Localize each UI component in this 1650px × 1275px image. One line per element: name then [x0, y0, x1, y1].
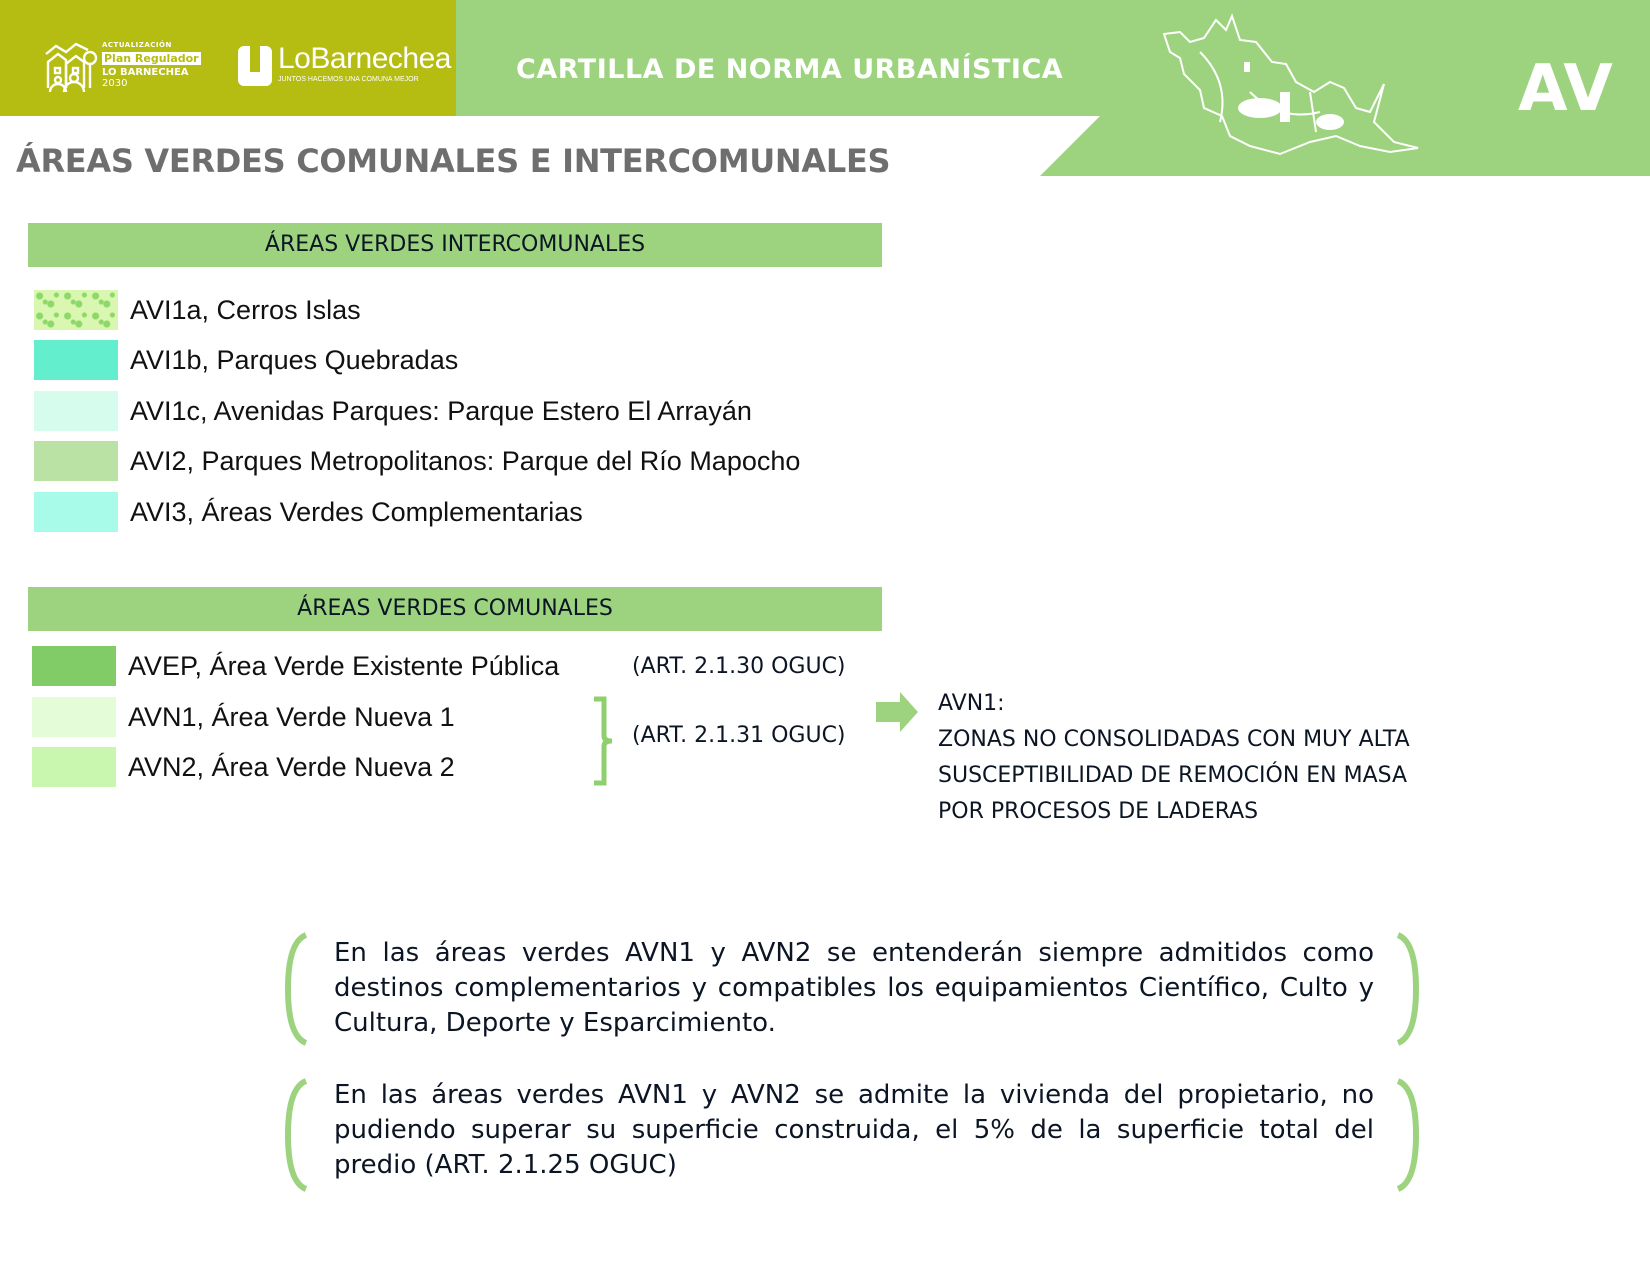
- art-avep: (ART. 2.1.30 OGUC): [632, 654, 846, 679]
- lb-logo-name: LoBarnechea: [278, 42, 451, 75]
- legend-label: AVN2, Área Verde Nueva 2: [128, 751, 455, 782]
- swatch-avn2: [32, 747, 116, 787]
- plan-logo-line2: Plan Regulador: [104, 52, 199, 65]
- section-heading-intercomunales: ÁREAS VERDES INTERCOMUNALES: [28, 223, 882, 267]
- legend-label: AVEP, Área Verde Existente Pública: [128, 650, 560, 681]
- swatch-avi2: [34, 441, 118, 481]
- swatch-avn1: [32, 697, 116, 737]
- avn1-note-title: AVN1:: [938, 691, 1005, 716]
- legend-item-avi1c: [34, 391, 752, 431]
- plan-logo-line1: ACTUALIZACIÓN: [102, 41, 172, 49]
- right-brace-icon: [592, 696, 614, 786]
- swatch-avi3: [34, 492, 118, 532]
- header-title: CARTILLA DE NORMA URBANÍSTICA: [516, 54, 1064, 85]
- legend-label: AVI1b, Parques Quebradas: [130, 344, 459, 375]
- avn1-note: [938, 686, 1410, 830]
- right-paren-icon: [1394, 932, 1420, 1046]
- page-title: ÁREAS VERDES COMUNALES E INTERCOMUNALES: [16, 142, 891, 180]
- legend-label: AVN1, Área Verde Nueva 1: [128, 701, 455, 732]
- paragraph-vivienda: En las áreas verdes AVN1 y AVN2 se admite la vivienda del propietario, no pudiendo superar su superficie construida, el 5% de la superficie total del predio (ART. 2.1.25 OGUC): [334, 1080, 1374, 1180]
- plan-logo-line4: 2030: [102, 78, 128, 89]
- lb-logo-slogan: JUNTOS HACEMOS UNA COMUNA MEJOR: [278, 76, 419, 83]
- section-code: AV: [1518, 52, 1613, 126]
- paragraph-equipamientos: En las áreas verdes AVN1 y AVN2 se entenderán siempre admitidos como destinos complementarios y compatibles los equipamientos Científico, Culto y Cultura, Deporte y Esparcimiento.: [334, 938, 1374, 1038]
- legend-item-avi3: [34, 492, 583, 532]
- legend-item-avi2: [34, 441, 800, 481]
- swatch-avi1b: [34, 340, 118, 380]
- header-slant: [1040, 116, 1100, 176]
- section-heading-comunales: ÁREAS VERDES COMUNALES: [28, 587, 882, 631]
- right-paren-icon: [1394, 1078, 1420, 1192]
- commune-map-icon: [1160, 12, 1420, 162]
- legend-label: AVI1a, Cerros Islas: [130, 294, 361, 325]
- swatch-avi1c: [34, 391, 118, 431]
- art-avn: (ART. 2.1.31 OGUC): [632, 723, 846, 748]
- legend-item-avn2: [32, 747, 455, 787]
- swatch-avi1a: [34, 290, 118, 330]
- avn1-note-line: ZONAS NO CONSOLIDADAS CON MUY ALTA: [938, 727, 1410, 752]
- lb-mark-icon: [238, 46, 272, 86]
- left-paren-icon: [284, 932, 310, 1046]
- swatch-avep: [32, 646, 116, 686]
- legend-item-avep: [32, 646, 559, 686]
- legend-label: AVI1c, Avenidas Parques: Parque Estero El Arrayán: [130, 395, 752, 426]
- avn1-note-line: SUSCEPTIBILIDAD DE REMOCIÓN EN MASA: [938, 763, 1408, 788]
- houses-icon: [44, 38, 100, 92]
- plan-regulador-logo: [44, 38, 204, 94]
- avn1-note-line: POR PROCESOS DE LADERAS: [938, 799, 1259, 824]
- legend-label: AVI3, Áreas Verdes Complementarias: [130, 496, 583, 527]
- arrow-right-icon: [876, 692, 918, 732]
- legend-item-avi1a: [34, 290, 361, 330]
- plan-logo-line3: LO BARNECHEA: [102, 67, 189, 78]
- legend-item-avi1b: [34, 340, 458, 380]
- left-paren-icon: [284, 1078, 310, 1192]
- legend-label: AVI2, Parques Metropolitanos: Parque del Río Mapocho: [130, 445, 801, 476]
- legend-item-avn1: [32, 697, 455, 737]
